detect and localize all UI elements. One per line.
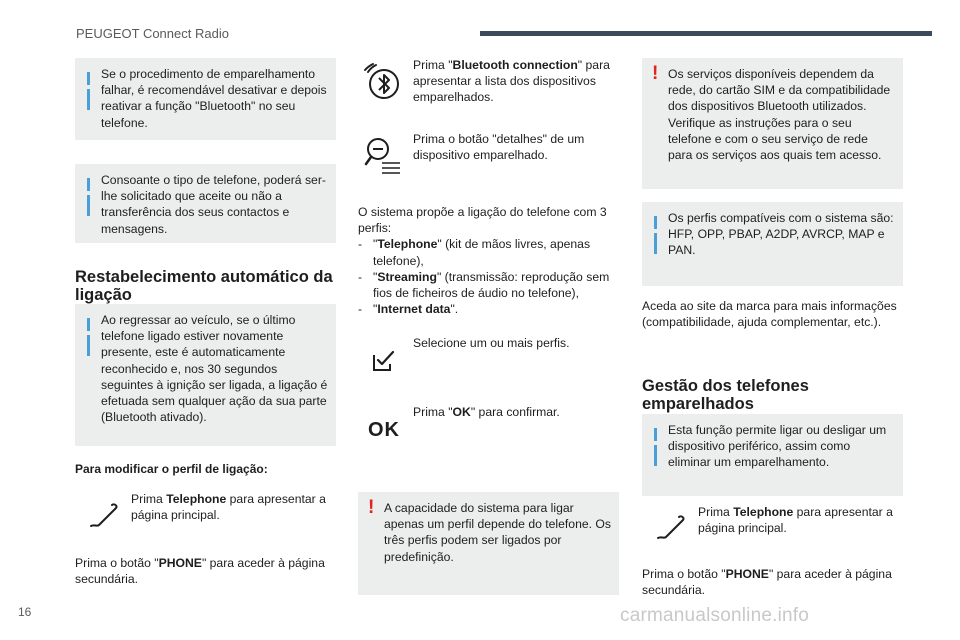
para-visit-brand-site: Aceda ao site da marca para mais informações (compatibilidade, ajuda complementar, etc.). bbox=[642, 299, 897, 330]
warning-exclamation-icon: ! bbox=[652, 63, 659, 84]
telephone-label: Telephone bbox=[166, 492, 227, 506]
note-text: Se o procedimento de emparelhamento falhar, é recomendável desativar e depois reativar a função "Bluetooth" no seu telefone. bbox=[101, 67, 327, 130]
text-fragment: " (transmissão: reprodução sem fios de ficheiros de áudio no telefone), bbox=[373, 269, 610, 301]
text-fragment: " bbox=[373, 269, 378, 284]
text-fragment: Prima bbox=[131, 492, 167, 506]
text-fragment: para apresentar a página principal. bbox=[131, 492, 326, 523]
text-fragment: " bbox=[373, 302, 378, 317]
text-fragment: Prima o botão " bbox=[75, 556, 159, 570]
step-press-telephone bbox=[131, 491, 336, 523]
info-marker-icon bbox=[654, 428, 657, 441]
warning-note-profile-capacity bbox=[358, 492, 619, 595]
ok-label: OK bbox=[452, 405, 471, 419]
bluetooth-connection-label: Bluetooth connection bbox=[452, 58, 578, 72]
step-select-profiles: Selecione um ou mais perfis. bbox=[413, 336, 570, 350]
text-fragment: " para confirmar. bbox=[470, 405, 560, 419]
phone-label: PHONE bbox=[158, 556, 202, 570]
info-note-pairing-failed bbox=[75, 58, 336, 140]
note-text: A capacidade do sistema para ligar apenas um perfil depende do telefone. Os três perfis podem ser ligados por predefinição. bbox=[384, 501, 611, 564]
info-marker-icon bbox=[87, 72, 90, 85]
header-bar bbox=[480, 31, 932, 36]
profile-name: Telephone bbox=[377, 237, 438, 252]
note-text: Esta função permite ligar ou desligar um dispositivo periférico, assim como eliminar um emparelhamento. bbox=[668, 423, 887, 470]
details-search-list-icon bbox=[364, 136, 404, 176]
text-fragment: " para aceder à página secundária. bbox=[75, 556, 325, 587]
warning-exclamation-icon: ! bbox=[368, 497, 375, 518]
ok-icon: OK bbox=[368, 419, 400, 441]
profile-name: Streaming bbox=[377, 269, 437, 284]
text-fragment: " para aceder à página secundária. bbox=[642, 567, 892, 598]
phone-label: PHONE bbox=[725, 567, 769, 581]
text-fragment: Prima " bbox=[413, 405, 453, 419]
profiles-list bbox=[358, 236, 620, 317]
step-bluetooth-connection bbox=[413, 57, 623, 106]
note-text: Os perfis compatíveis com o sistema são: HFP, OPP, PBAP, A2DP, AVRCP, MAP e PAN. bbox=[668, 211, 894, 258]
profile-name: Internet data bbox=[377, 302, 451, 317]
phone-handset-icon bbox=[88, 500, 122, 530]
bluetooth-connection-icon bbox=[362, 62, 404, 104]
section-heading-paired-phones: Gestão dos telefones emparelhados bbox=[642, 377, 809, 413]
profiles-intro: O sistema propõe a ligação do telefone com 3 perfis: bbox=[358, 205, 607, 236]
telephone-label: Telephone bbox=[733, 505, 794, 519]
warning-note-services bbox=[642, 58, 903, 189]
info-note-compatible-profiles bbox=[642, 202, 903, 286]
text-fragment: ". bbox=[450, 302, 459, 317]
para-press-phone bbox=[75, 555, 340, 587]
note-text: Os serviços disponíveis dependem da rede, do cartão SIM e da compatibilidade dos dispositivos Bluetooth utilizados. Verifique as instruções para o seu telefone e com o seu serviço de rede para os serviços aos quais tem acesso. bbox=[668, 67, 891, 163]
note-text: Ao regressar ao veículo, se o último telefone ligado estiver novamente presente, este é automaticamente reconhecido e, nos 30 segundos seguintes à ignição ser ligada, a ligação é efetuada sem qualquer ação da sua parte (Bluetooth ativado). bbox=[101, 313, 328, 425]
text-fragment: Prima " bbox=[413, 58, 453, 72]
phone-handset-icon bbox=[655, 512, 689, 542]
checkbox-checked-icon bbox=[372, 349, 396, 373]
info-marker-icon bbox=[87, 178, 90, 191]
info-marker-icon bbox=[87, 318, 90, 331]
text-fragment: Prima bbox=[698, 505, 734, 519]
profile-item-streaming bbox=[358, 269, 620, 301]
step-press-ok bbox=[413, 404, 613, 420]
note-text: Consoante o tipo de telefone, poderá ser-lhe solicitado que aceite ou não a transferência dos seus contactos e mensagens. bbox=[101, 173, 326, 236]
text-fragment: " para apresentar a lista dos dispositivos emparelhados. bbox=[413, 58, 610, 105]
text-fragment: para apresentar a página principal. bbox=[698, 505, 893, 536]
info-note-auto-reconnect bbox=[75, 304, 336, 446]
profiles-section bbox=[358, 204, 620, 317]
step-press-telephone bbox=[698, 504, 903, 536]
step-press-details: Prima o botão "detalhes" de um dispositivo emparelhado. bbox=[413, 132, 585, 163]
subheading-modify-profile: Para modificar o perfil de ligação: bbox=[75, 462, 268, 476]
page-number: 16 bbox=[18, 605, 32, 619]
profile-item-internet-data bbox=[358, 301, 620, 317]
para-press-phone bbox=[642, 566, 907, 598]
text-fragment: Prima o botão " bbox=[642, 567, 726, 581]
info-note-contacts-transfer bbox=[75, 164, 336, 243]
info-marker-icon bbox=[654, 216, 657, 229]
section-heading-auto-reconnect: Restabelecimento automático da ligação bbox=[75, 268, 333, 304]
profile-item-telephone bbox=[358, 236, 620, 268]
running-header-title: PEUGEOT Connect Radio bbox=[76, 26, 229, 41]
info-note-connect-disconnect bbox=[642, 414, 903, 496]
watermark: carmanualsonline.info bbox=[620, 605, 810, 626]
text-fragment: " bbox=[373, 237, 378, 252]
text-fragment: " (kit de mãos livres, apenas telefone), bbox=[373, 237, 591, 268]
